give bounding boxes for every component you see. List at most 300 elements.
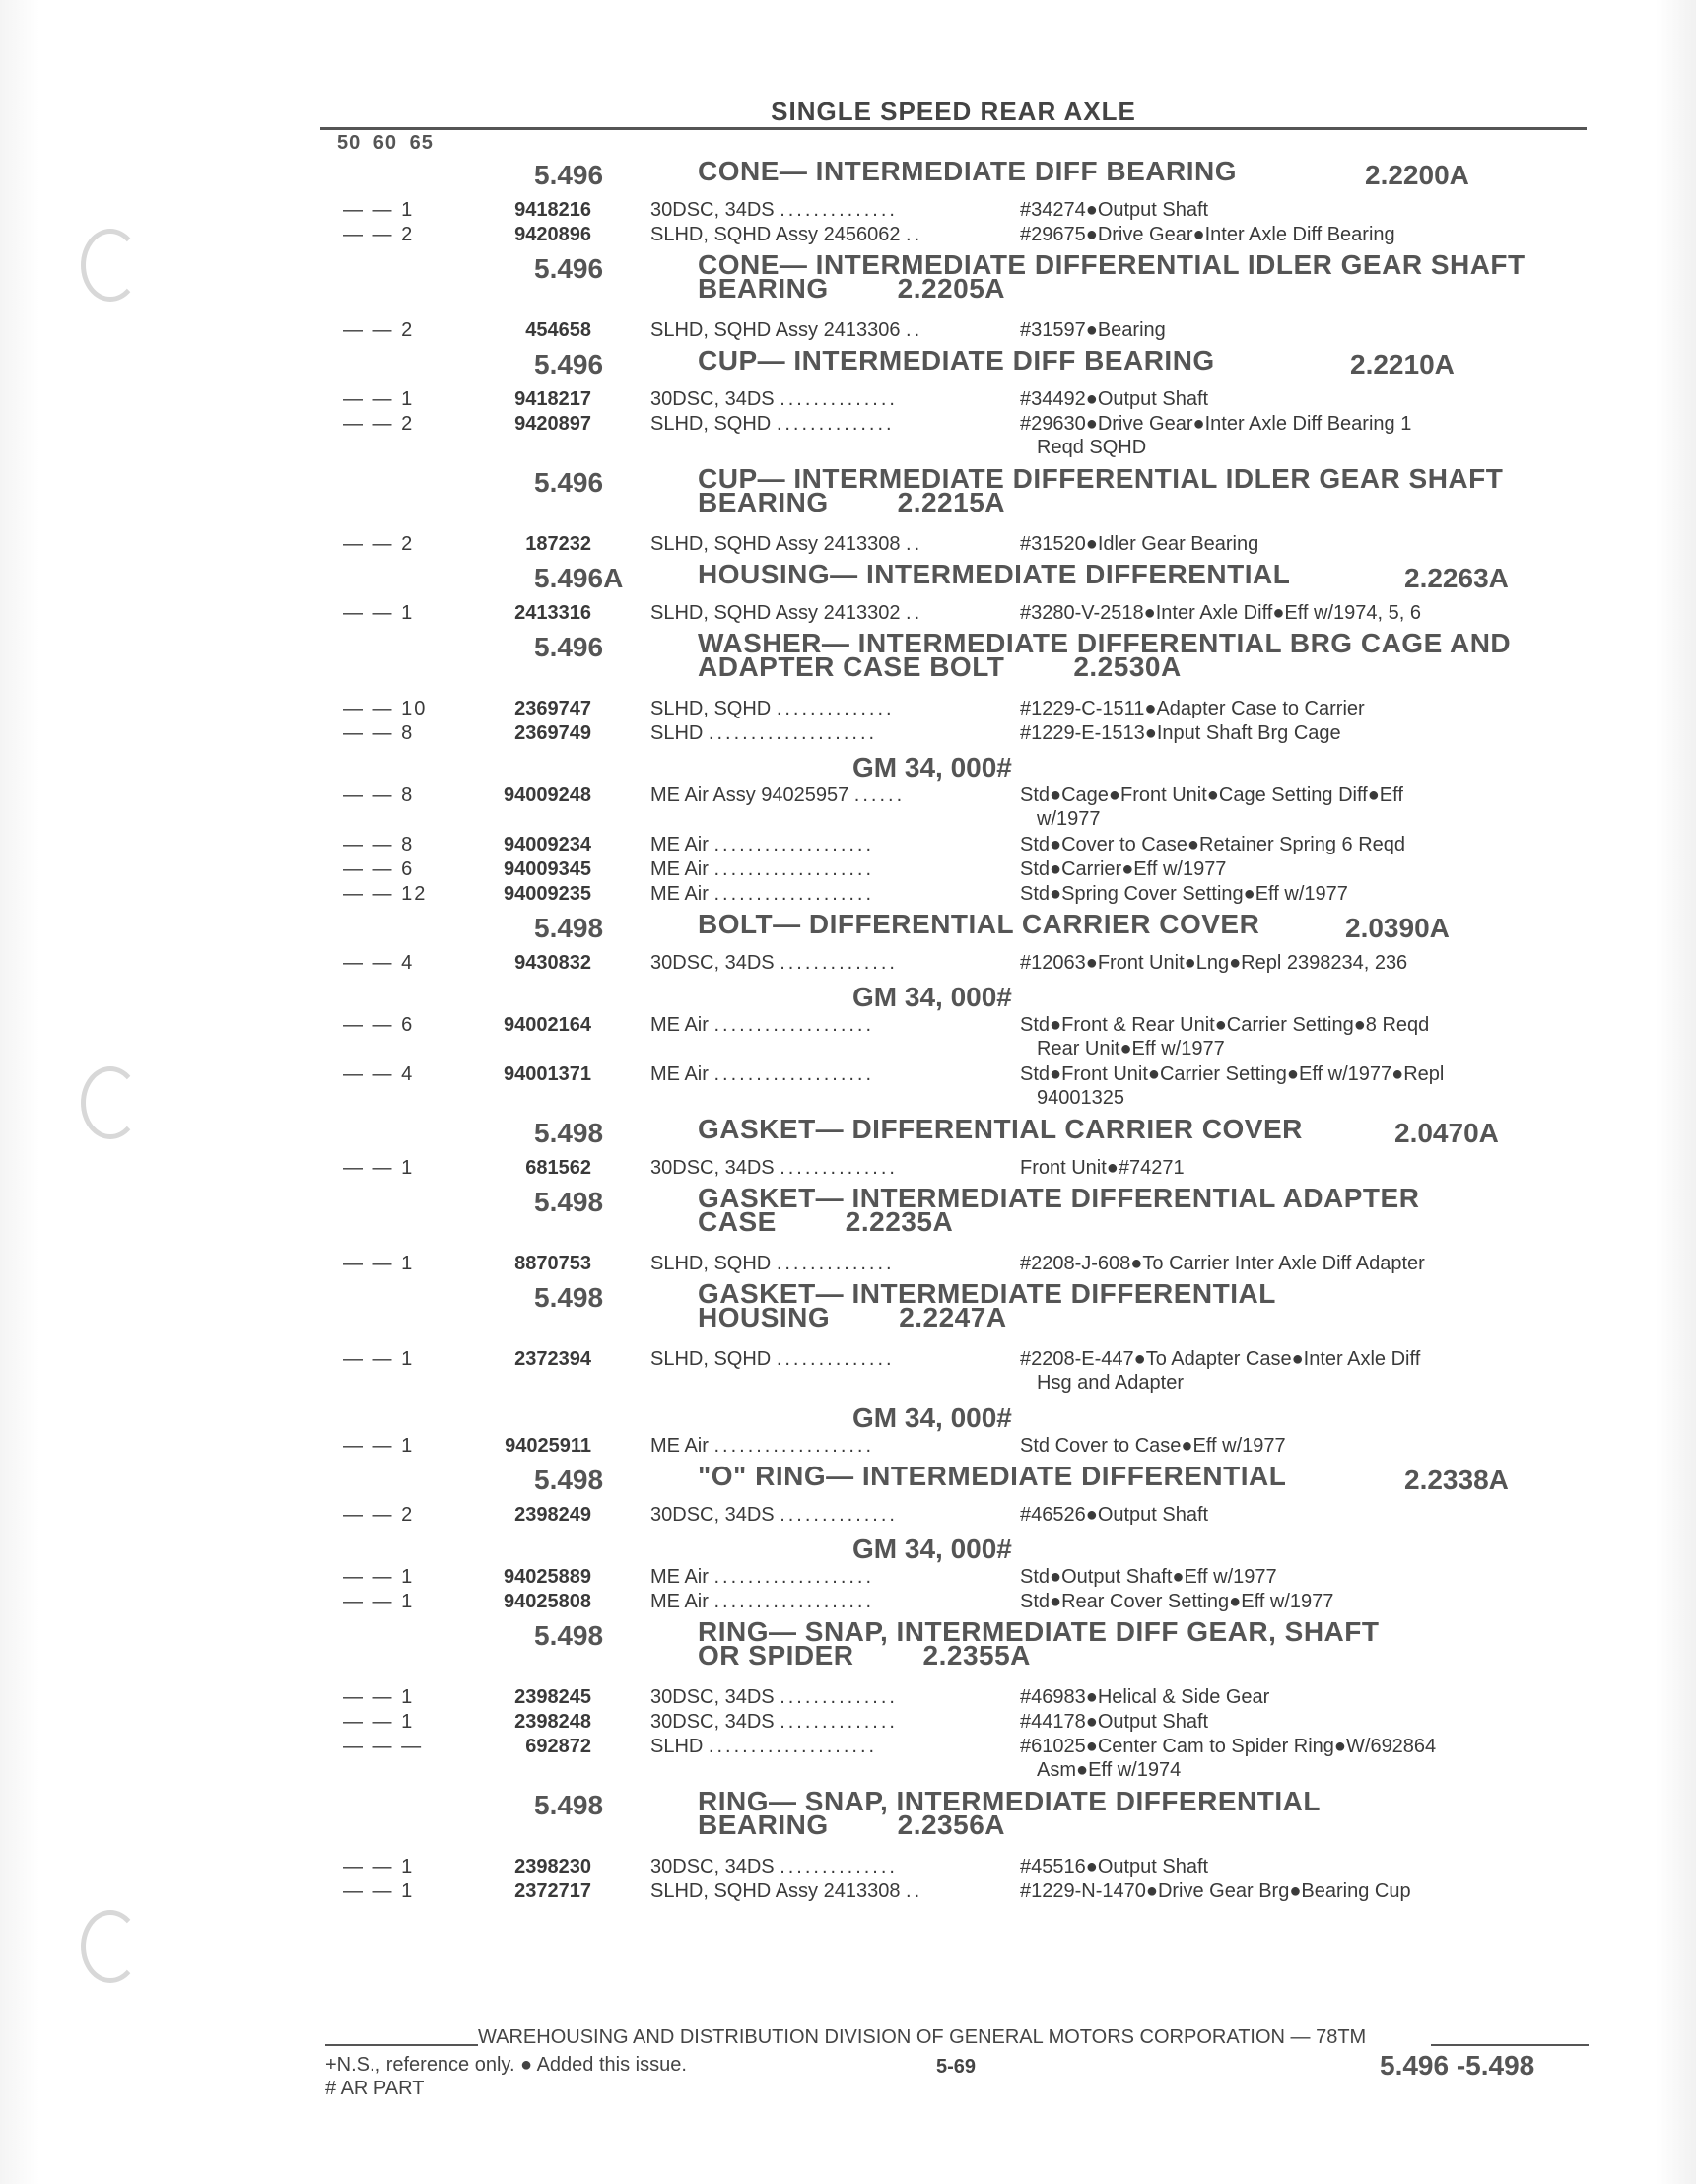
part-number: 692872 [525, 1736, 591, 1757]
section-title-line2: ADAPTER CASE BOLT [698, 651, 1005, 682]
application [650, 1062, 1015, 1086]
section-title-line1: WASHER— INTERMEDIATE DIFFERENTIAL BRG CAGE AND [698, 628, 1512, 658]
parts-row [325, 721, 1606, 746]
quantity-columns: — — 2 [343, 413, 415, 435]
application [650, 318, 1015, 342]
description-text: Front Unit●#74271 [1020, 1157, 1185, 1179]
part-number: 2398230 [514, 1856, 591, 1877]
parts-row [325, 1710, 1606, 1735]
footer-legend: +N.S., reference only. ● Added this issue. [325, 2054, 687, 2076]
part-description [1020, 1735, 1572, 1782]
reference-number: 2.2247A [899, 1302, 1007, 1332]
part-number: 94025911 [505, 1435, 591, 1457]
part-description [1020, 1347, 1572, 1395]
quantity-columns: — — 1 [343, 1253, 415, 1274]
quantity-columns: — — 1 [343, 602, 415, 624]
reference-number: 2.2530A [1073, 651, 1182, 682]
part-number: 2372394 [514, 1348, 591, 1370]
parts-row [325, 1565, 1606, 1590]
description-text: Std●Output Shaft●Eff w/1977 [1020, 1566, 1277, 1588]
part-description [1020, 1710, 1572, 1734]
group-number: 5.496A [534, 563, 624, 593]
leader-dots: ................... [713, 858, 875, 880]
application-text: ME Air [650, 834, 709, 855]
application-text: 30DSC, 34DS [650, 199, 775, 221]
reference-number: 2.2356A [897, 1809, 1005, 1840]
description-continued: Hsg and Adapter [1037, 1372, 1184, 1394]
group-number: 5.498 [534, 1282, 604, 1313]
binder-hole [81, 229, 140, 302]
description-text: Std●Carrier●Eff w/1977 [1020, 858, 1227, 880]
quantity-columns: — — 1 [343, 1856, 415, 1877]
section-heading [325, 557, 1606, 601]
description-text: #2208-E-447●To Adapter Case●Inter Axle Diff [1020, 1348, 1421, 1370]
parts-row [325, 1434, 1606, 1459]
section-heading [325, 343, 1606, 387]
parts-row [325, 1685, 1606, 1710]
part-number: 94009248 [504, 785, 591, 806]
application-text: 30DSC, 34DS [650, 1711, 775, 1733]
section-title: HOUSING— INTERMEDIATE DIFFERENTIAL [698, 559, 1291, 589]
reference-number: 2.2210A [1350, 349, 1455, 379]
part-description [1020, 1503, 1572, 1527]
description-text: #46526●Output Shaft [1020, 1504, 1209, 1526]
part-number: 2398245 [514, 1686, 591, 1708]
application [650, 697, 1015, 720]
description-text: Std●Front & Rear Unit●Carrier Setting●8 Reqd [1020, 1014, 1430, 1036]
section-title [698, 249, 1585, 304]
group-number: 5.498 [534, 1790, 604, 1820]
part-number: 94002164 [504, 1014, 591, 1036]
section-heading [325, 1112, 1606, 1156]
reference-number: 2.2235A [845, 1206, 954, 1237]
leader-dots: .. [906, 533, 923, 555]
application [650, 601, 1015, 625]
quantity-columns: — — 1 [343, 388, 415, 410]
part-number: 2398248 [514, 1711, 591, 1733]
parts-row [325, 857, 1606, 882]
application-text: ME Air [650, 1014, 709, 1036]
parts-row [325, 532, 1606, 557]
application [650, 1252, 1015, 1275]
application-text: SLHD, SQHD Assy 2456062 [650, 224, 901, 245]
application [650, 857, 1015, 881]
section-title-line1: CUP— INTERMEDIATE DIFFERENTIAL IDLER GEAR SHAFT [698, 463, 1504, 494]
part-description [1020, 532, 1572, 556]
reference-number: 2.2338A [1404, 1465, 1509, 1495]
parts-row [325, 1855, 1606, 1879]
leader-dots: ...... [853, 785, 906, 806]
leader-dots: ................... [713, 883, 875, 905]
application [650, 882, 1015, 906]
quantity-columns: — — 1 [343, 1157, 415, 1179]
section-heading [325, 461, 1606, 532]
reference-number: 2.0470A [1394, 1118, 1499, 1148]
application [650, 1013, 1015, 1037]
part-description [1020, 198, 1572, 222]
leader-dots: .............. [780, 952, 898, 974]
reference-number: 2.2200A [1365, 160, 1469, 190]
group-number: 5.496 [534, 160, 604, 190]
quantity-columns: — — 10 [343, 698, 428, 719]
parts-row [325, 951, 1606, 976]
description-text: Std●Cover to Case●Retainer Spring 6 Reqd [1020, 834, 1406, 855]
description-text: #34492●Output Shaft [1020, 388, 1209, 410]
part-description [1020, 784, 1572, 831]
application [650, 1347, 1015, 1371]
footer-division: WAREHOUSING AND DISTRIBUTION DIVISION OF GENERAL MOTORS CORPORATION — 78TM [478, 2026, 1367, 2048]
application [650, 1503, 1015, 1527]
gm-weight-heading [325, 976, 1606, 1013]
application-text: SLHD, SQHD [650, 698, 772, 719]
section-title-line1: CONE— INTERMEDIATE DIFFERENTIAL IDLER GEAR SHAFT [698, 249, 1526, 280]
parts-row [325, 198, 1606, 223]
leader-dots: .............. [780, 1856, 898, 1877]
part-number: 681562 [525, 1157, 591, 1179]
part-number: 187232 [525, 533, 591, 555]
section-title-line2: HOUSING [698, 1302, 831, 1332]
description-text: #45516●Output Shaft [1020, 1856, 1209, 1877]
quantity-columns: — — 1 [343, 1686, 415, 1708]
leader-dots: .................... [708, 722, 878, 744]
parts-row [325, 1013, 1606, 1062]
section-title-line1: RING— SNAP, INTERMEDIATE DIFF GEAR, SHAFT [698, 1616, 1380, 1647]
leader-dots: .. [906, 1880, 923, 1902]
binder-hole [81, 1066, 140, 1139]
application [650, 1434, 1015, 1458]
section-heading [325, 907, 1606, 951]
description-continued: Asm●Eff w/1974 [1037, 1759, 1182, 1781]
description-text: Std●Front Unit●Carrier Setting●Eff w/1977●Repl [1020, 1063, 1445, 1085]
description-text: #29675●Drive Gear●Inter Axle Diff Bearing [1020, 224, 1395, 245]
gm-weight-label: GM 34, 000# [852, 752, 1012, 783]
leader-dots: ................... [713, 1591, 875, 1612]
application-text: 30DSC, 34DS [650, 1856, 775, 1877]
description-text: #61025●Center Cam to Spider Ring●W/692864 [1020, 1736, 1437, 1757]
section-title-line2: CASE [698, 1206, 777, 1237]
part-description [1020, 1252, 1572, 1275]
description-text: Std●Rear Cover Setting●Eff w/1977 [1020, 1591, 1334, 1612]
part-number: 94025808 [504, 1591, 591, 1612]
leader-dots: ................... [713, 1014, 875, 1036]
part-number: 8870753 [514, 1253, 591, 1274]
parts-row [325, 1156, 1606, 1181]
leader-dots: .. [906, 224, 923, 245]
part-description [1020, 387, 1572, 411]
description-text: #1229-N-1470●Drive Gear Brg●Bearing Cup [1020, 1880, 1411, 1902]
gm-weight-label: GM 34, 000# [852, 982, 1012, 1012]
parts-row [325, 1062, 1606, 1112]
application [650, 721, 1015, 745]
application-text: ME Air [650, 1063, 709, 1085]
leader-dots: .............. [776, 1348, 895, 1370]
quantity-columns: — — 4 [343, 1063, 415, 1085]
group-number: 5.498 [534, 1465, 604, 1495]
section-title: GASKET— DIFFERENTIAL CARRIER COVER [698, 1114, 1303, 1144]
application-text: ME Air [650, 1566, 709, 1588]
group-number: 5.496 [534, 467, 604, 498]
parts-list [325, 154, 1606, 1904]
application-text: 30DSC, 34DS [650, 388, 775, 410]
quantity-columns: — — 1 [343, 1711, 415, 1733]
quantity-columns: — — 6 [343, 1014, 415, 1036]
application-text: 30DSC, 34DS [650, 1686, 775, 1708]
gm-weight-label: GM 34, 000# [852, 1534, 1012, 1564]
reference-number: 2.0390A [1345, 913, 1450, 943]
section-title [698, 1616, 1585, 1671]
part-description [1020, 1855, 1572, 1878]
part-description [1020, 601, 1572, 625]
parts-row [325, 882, 1606, 907]
application-text: ME Air [650, 858, 709, 880]
description-text: #1229-C-1511●Adapter Case to Carrier [1020, 698, 1365, 719]
page-number: 5-69 [936, 2056, 977, 2078]
description-text: #12063●Front Unit●Lng●Repl 2398234, 236 [1020, 952, 1408, 974]
leader-dots: .............. [780, 1711, 898, 1733]
quantity-columns: — — 1 [343, 1435, 415, 1457]
application [650, 1156, 1015, 1180]
binder-hole [81, 1910, 140, 1983]
leader-dots: ................... [713, 834, 875, 855]
application-text: ME Air [650, 1591, 709, 1612]
gm-weight-heading [325, 1397, 1606, 1434]
part-number: 9420897 [514, 413, 591, 435]
description-text: Std Cover to Case●Eff w/1977 [1020, 1435, 1286, 1457]
quantity-columns: — — 1 [343, 1880, 415, 1902]
leader-dots: .................... [708, 1736, 878, 1757]
parts-row [325, 1879, 1606, 1904]
part-number: 94009345 [504, 858, 591, 880]
part-number: 2413316 [514, 602, 591, 624]
section-title [698, 463, 1585, 517]
group-number: 5.496 [534, 253, 604, 284]
parts-row [325, 1347, 1606, 1397]
section-heading [325, 1459, 1606, 1503]
section-heading [325, 247, 1606, 318]
part-description [1020, 1062, 1572, 1110]
part-description [1020, 697, 1572, 720]
quantity-columns: — — 2 [343, 1504, 415, 1526]
parts-row [325, 697, 1606, 721]
parts-row [325, 601, 1606, 626]
reference-number: 2.2355A [922, 1640, 1031, 1671]
section-title-line2: BEARING [698, 487, 829, 517]
part-number: 2369749 [514, 722, 591, 744]
part-number: 94009234 [504, 834, 591, 855]
parts-row [325, 1735, 1606, 1784]
application-text: SLHD [650, 1736, 704, 1757]
parts-row [325, 387, 1606, 412]
parts-row [325, 833, 1606, 857]
application [650, 1685, 1015, 1709]
gm-weight-heading [325, 746, 1606, 784]
part-number: 9418216 [514, 199, 591, 221]
application-text: SLHD, SQHD Assy 2413308 [650, 1880, 901, 1902]
part-description [1020, 1013, 1572, 1060]
leader-dots: .. [906, 319, 923, 341]
parts-row [325, 223, 1606, 247]
section-title-line1: RING— SNAP, INTERMEDIATE DIFFERENTIAL [698, 1786, 1321, 1816]
section-heading [325, 154, 1606, 198]
description-text: #46983●Helical & Side Gear [1020, 1686, 1270, 1708]
section-title: CONE— INTERMEDIATE DIFF BEARING [698, 156, 1237, 186]
quantity-columns: — — 1 [343, 1591, 415, 1612]
parts-row [325, 318, 1606, 343]
part-number: 94009235 [504, 883, 591, 905]
leader-dots: .............. [780, 199, 898, 221]
footer-legend-ar: # AR PART [325, 2078, 425, 2099]
application [650, 412, 1015, 436]
section-title-line2: OR SPIDER [698, 1640, 854, 1671]
quantity-columns: — — 8 [343, 785, 415, 806]
parts-row [325, 1590, 1606, 1614]
part-description [1020, 1879, 1572, 1903]
quantity-columns: — — 12 [343, 883, 428, 905]
part-number: 9430832 [514, 952, 591, 974]
leader-dots: .............. [776, 1253, 895, 1274]
page-title: SINGLE SPEED REAR AXLE [771, 97, 1136, 126]
application-text: ME Air Assy 94025957 [650, 785, 849, 806]
part-description [1020, 1565, 1572, 1589]
application-text: ME Air [650, 883, 709, 905]
quantity-columns: — — 1 [343, 1348, 415, 1370]
part-number: 2372717 [514, 1880, 591, 1902]
group-number: 5.498 [534, 1187, 604, 1217]
application-text: SLHD [650, 722, 704, 744]
leader-dots: .............. [776, 698, 895, 719]
part-description [1020, 721, 1572, 745]
section-range: 5.496 -5.498 [1380, 2050, 1535, 2081]
quantity-columns: — — 8 [343, 834, 415, 855]
part-description [1020, 318, 1572, 342]
application-text: 30DSC, 34DS [650, 1504, 775, 1526]
description-text: Std●Cage●Front Unit●Cage Setting Diff●Eff [1020, 785, 1403, 806]
section-title-line1: GASKET— INTERMEDIATE DIFFERENTIAL [698, 1278, 1276, 1309]
application-text: ME Air [650, 1435, 709, 1457]
description-text: #34274●Output Shaft [1020, 199, 1209, 221]
application-text: 30DSC, 34DS [650, 952, 775, 974]
leader-dots: ................... [713, 1063, 875, 1085]
parts-row [325, 784, 1606, 833]
description-text: #29630●Drive Gear●Inter Axle Diff Bearing 1 [1020, 413, 1412, 435]
section-heading [325, 1181, 1606, 1252]
parts-row [325, 1252, 1606, 1276]
quantity-columns: — — 2 [343, 224, 415, 245]
reference-number: 2.2205A [897, 273, 1005, 304]
application-text: SLHD, SQHD Assy 2413306 [650, 319, 901, 341]
quantity-columns: — — 1 [343, 199, 415, 221]
leader-dots: .. [906, 602, 923, 624]
application [650, 784, 1015, 807]
leader-dots: .............. [780, 1157, 898, 1179]
part-description [1020, 1590, 1572, 1613]
application [650, 532, 1015, 556]
application [650, 1735, 1015, 1758]
application-text: SLHD, SQHD [650, 1348, 772, 1370]
header-rule [320, 127, 1587, 130]
application [650, 1879, 1015, 1903]
gm-weight-heading [325, 1528, 1606, 1565]
leader-dots: ................... [713, 1435, 875, 1457]
quantity-columns: — — 4 [343, 952, 415, 974]
parts-row [325, 1503, 1606, 1528]
leader-dots: ................... [713, 1566, 875, 1588]
description-continued: Reqd SQHD [1037, 437, 1147, 458]
footer-rule [1431, 2044, 1589, 2046]
application [650, 223, 1015, 246]
section-heading [325, 1276, 1606, 1347]
description-continued: Rear Unit●Eff w/1977 [1037, 1038, 1225, 1059]
group-number: 5.496 [534, 632, 604, 662]
leader-dots: .............. [776, 413, 895, 435]
part-description [1020, 1156, 1572, 1180]
section-heading [325, 1614, 1606, 1685]
quantity-columns: — — 2 [343, 533, 415, 555]
application [650, 833, 1015, 856]
part-number: 9418217 [514, 388, 591, 410]
part-description [1020, 951, 1572, 975]
part-number: 9420896 [514, 224, 591, 245]
description-text: #1229-E-1513●Input Shaft Brg Cage [1020, 722, 1341, 744]
leader-dots: .............. [780, 1504, 898, 1526]
leader-dots: .............. [780, 1686, 898, 1708]
parts-row [325, 412, 1606, 461]
application-text: SLHD, SQHD [650, 413, 772, 435]
description-text: #2208-J-608●To Carrier Inter Axle Diff Adapter [1020, 1253, 1425, 1274]
part-number: 2398249 [514, 1504, 591, 1526]
part-description [1020, 412, 1572, 459]
section-title: "O" RING— INTERMEDIATE DIFFERENTIAL [698, 1461, 1287, 1491]
description-text: Std●Spring Cover Setting●Eff w/1977 [1020, 883, 1348, 905]
part-description [1020, 857, 1572, 881]
application-text: 30DSC, 34DS [650, 1157, 775, 1179]
section-title: CUP— INTERMEDIATE DIFF BEARING [698, 345, 1215, 375]
application [650, 1565, 1015, 1589]
quantity-columns: — — 2 [343, 319, 415, 341]
quantity-columns: — — 1 [343, 1566, 415, 1588]
leader-dots: .............. [780, 388, 898, 410]
application [650, 387, 1015, 411]
description-text: #44178●Output Shaft [1020, 1711, 1209, 1733]
section-title: BOLT— DIFFERENTIAL CARRIER COVER [698, 909, 1260, 939]
part-description [1020, 833, 1572, 856]
application [650, 1855, 1015, 1878]
description-text: #31520●Idler Gear Bearing [1020, 533, 1259, 555]
application [650, 951, 1015, 975]
application [650, 1710, 1015, 1734]
part-description [1020, 223, 1572, 246]
section-heading [325, 1784, 1606, 1855]
part-description [1020, 1434, 1572, 1458]
description-continued: w/1977 [1037, 808, 1101, 830]
reference-number: 2.2263A [1404, 563, 1509, 593]
application-text: SLHD, SQHD [650, 1253, 772, 1274]
section-title [698, 1183, 1585, 1237]
gm-weight-label: GM 34, 000# [852, 1402, 1012, 1433]
group-number: 5.496 [534, 349, 604, 379]
description-continued: 94001325 [1037, 1087, 1124, 1109]
reference-number: 2.2215A [897, 487, 1005, 517]
section-title [698, 1278, 1585, 1332]
application-text: SLHD, SQHD Assy 2413308 [650, 533, 901, 555]
part-number: 94025889 [504, 1566, 591, 1588]
section-title-line2: BEARING [698, 273, 829, 304]
group-number: 5.498 [534, 913, 604, 943]
group-number: 5.498 [534, 1118, 604, 1148]
description-text: #31597●Bearing [1020, 319, 1166, 341]
part-description [1020, 1685, 1572, 1709]
section-title [698, 628, 1585, 682]
